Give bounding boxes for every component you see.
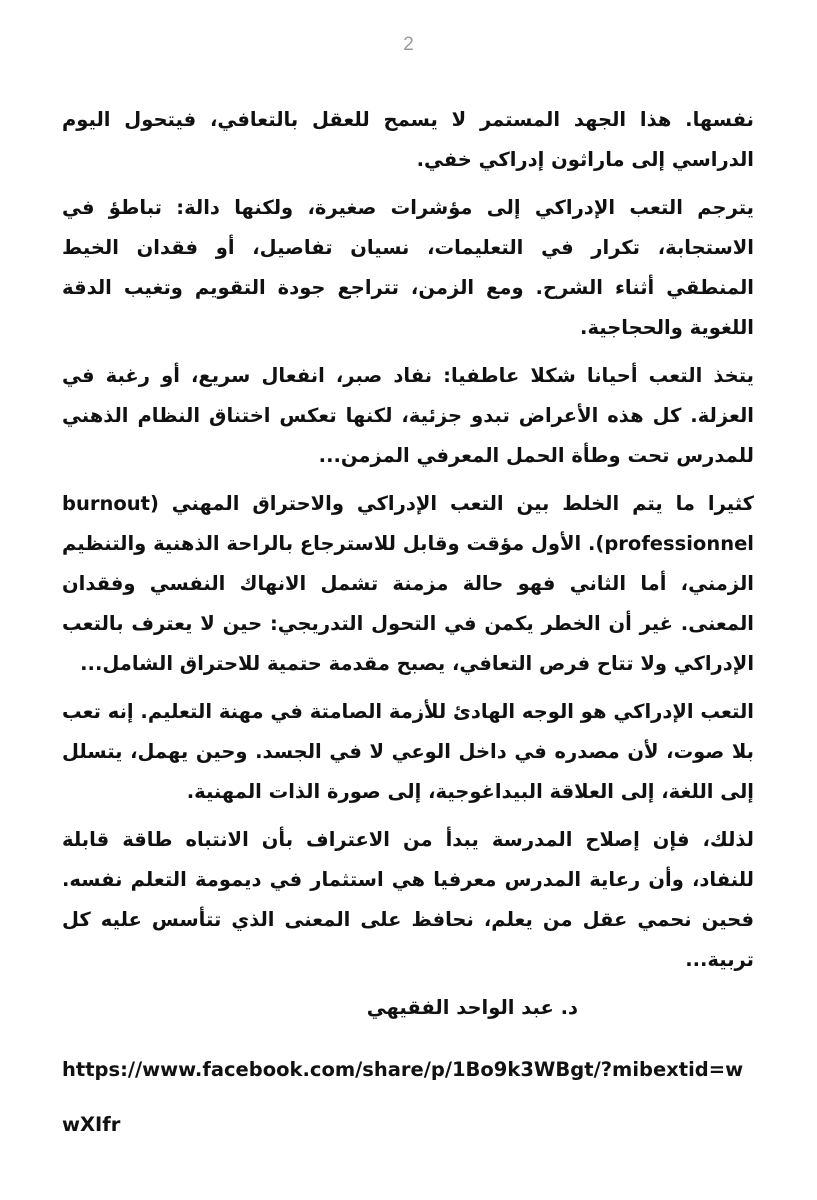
paragraph-5: التعب الإدراكي هو الوجه الهادئ للأزمة الصامتة في مهنة التعليم. إنه تعب بلا صوت، لأن مصدره في داخل الوعي لا في الجسد. وحين يهمل، يتسلل إلى اللغة، إلى العلاقة البيداغوجية، إلى صورة الذات المهنية.	[62, 700, 754, 803]
paragraph-2: يترجم التعب الإدراكي إلى مؤشرات صغيرة، ولكنها دالة: تباطؤ في الاستجابة، تكرار في التعليمات، نسيان تفاصيل، أو فقدان الخيط المنطقي أثناء الشرح. ومع الزمن، تتراجع جودة التقويم وتغيب الدقة اللغوية والحجاجية.	[62, 196, 754, 339]
paragraph-1: نفسها. هذا الجهد المستمر لا يسمح للعقل بالتعافي، فيتحول اليوم الدراسي إلى ماراثون إدراكي خفي.	[62, 108, 754, 171]
article-body	[62, 100, 754, 1028]
page-number: 2	[403, 34, 414, 55]
author-signature: د. عبد الواحد الفقيهي	[366, 996, 578, 1019]
paragraph-4: كثيرا ما يتم الخلط بين التعب الإدراكي والاحتراق المهني (burnout professionnel). الأول مؤقت وقابل للاسترجاع بالراحة الذهنية والتنظيم الزمني، أما الثاني فهو حالة مزمنة تشمل الانهاك النفسي وفقدان المعنى. غير أن الخطر يكمن في التحول التدريجي: حين لا يعترف بالتعب الإدراكي ولا تتاح فرص التعافي، يصبح مقدمة حتمية للاحتراق الشامل...	[62, 492, 754, 675]
paragraph-6: لذلك، فإن إصلاح المدرسة يبدأ من الاعتراف بأن الانتباه طاقة قابلة للنفاد، وأن رعاية المدرس معرفيا هي استثمار في ديمومة التعلم نفسه. فحين نحمي عقل من يعلم، نحافظ على المعنى الذي تتأسس عليه كل تربية...	[62, 828, 754, 971]
source-link[interactable]: https://www.facebook.com/share/p/1Bo9k3WBgt/?mibextid=wwXIfr	[62, 1058, 744, 1136]
paragraph-3: يتخذ التعب أحيانا شكلا عاطفيا: نفاد صبر، انفعال سريع، أو رغبة في العزلة. كل هذه الأعراض تبدو جزئية، لكنها تعكس اختناق النظام الذهني للمدرس تحت وطأة الحمل المعرفي المزمن...	[62, 364, 754, 467]
